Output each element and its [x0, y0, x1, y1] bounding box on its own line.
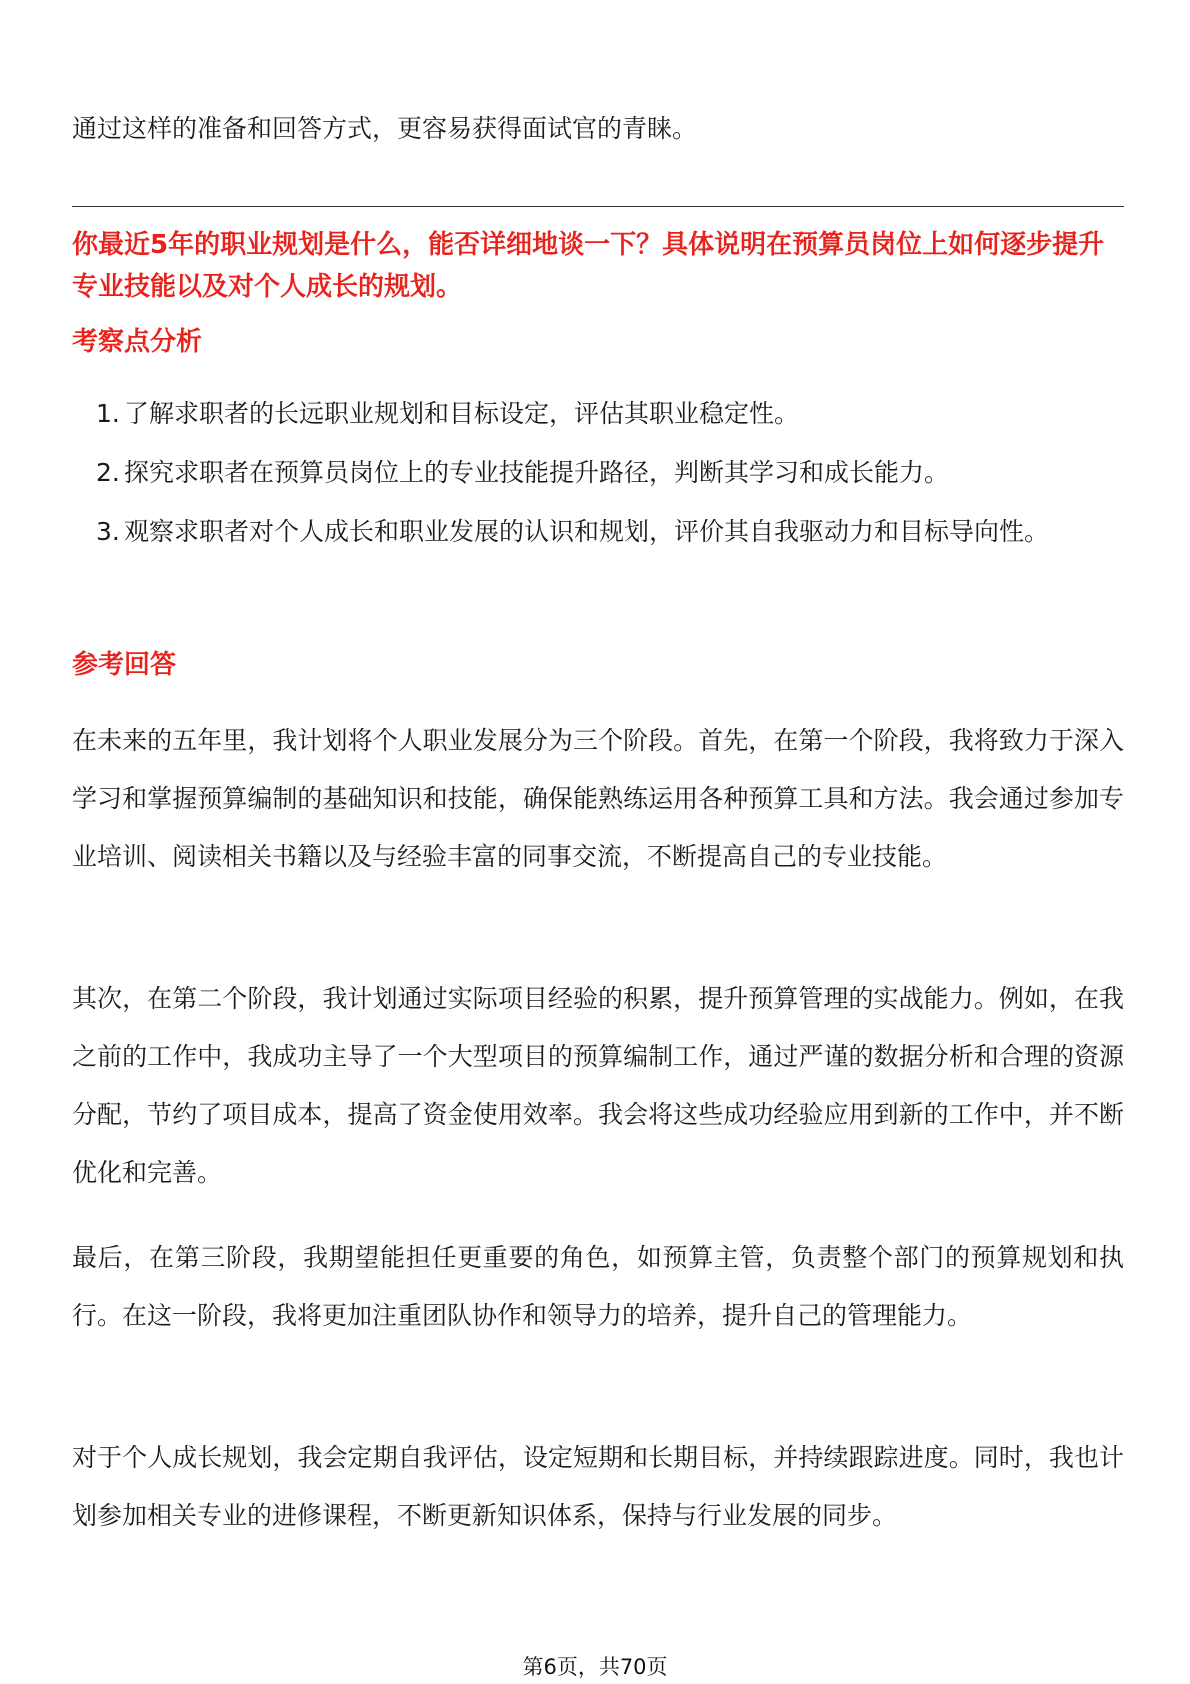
point-text: 探究求职者在预算员岗位上的专业技能提升路径，判断其学习和成长能力。 — [124, 458, 950, 487]
section-divider — [72, 206, 1124, 207]
analysis-point — [72, 443, 1124, 502]
point-number: 3. — [96, 517, 120, 546]
answer-paragraph: 其次，在第二个阶段，我计划通过实际项目经验的积累，提升预算管理的实战能力。例如，在我之前的工作中，我成功主导了一个大型项目的预算编制工作，通过严谨的数据分析和合理的资源分配，节约了项目成本，提高了资金使用效率。我会将这些成功经验应用到新的工作中，并不断优化和完善。 — [72, 984, 1124, 1187]
point-number: 2. — [96, 458, 120, 487]
answer-paragraph: 最后，在第三阶段，我期望能担任更重要的角色，如预算主管，负责整个部门的预算规划和执行。在这一阶段，我将更加注重团队协作和领导力的培养，提升自己的管理能力。 — [72, 1243, 1124, 1330]
point-text: 观察求职者对个人成长和职业发展的认识和规划，评价其自我驱动力和目标导向性。 — [124, 517, 1050, 546]
interview-question: 你最近5年的职业规划是什么，能否详细地谈一下？具体说明在预算员岗位上如何逐步提升专业技能以及对个人成长的规划。 — [72, 230, 1105, 302]
analysis-points-list — [72, 384, 1124, 561]
point-text: 了解求职者的长远职业规划和目标设定，评估其职业稳定性。 — [124, 399, 800, 428]
analysis-point — [72, 502, 1124, 561]
answer-paragraph: 在未来的五年里，我计划将个人职业发展分为三个阶段。首先，在第一个阶段，我将致力于深入学习和掌握预算编制的基础知识和技能，确保能熟练运用各种预算工具和方法。我会通过参加专业培训、阅读相关书籍以及与经验丰富的同事交流，不断提高自己的专业技能。 — [72, 726, 1124, 871]
point-number: 1. — [96, 399, 120, 428]
page-number: 第6页，共70页 — [522, 1655, 668, 1679]
analysis-point — [72, 384, 1124, 443]
intro-line: 通过这样的准备和回答方式，更容易获得面试官的青睐。 — [72, 114, 698, 143]
answer-paragraph: 对于个人成长规划，我会定期自我评估，设定短期和长期目标，并持续跟踪进度。同时，我也计划参加相关专业的进修课程，不断更新知识体系，保持与行业发展的同步。 — [72, 1443, 1124, 1530]
answer-heading: 参考回答 — [72, 650, 177, 680]
analysis-heading: 考察点分析 — [72, 327, 203, 357]
